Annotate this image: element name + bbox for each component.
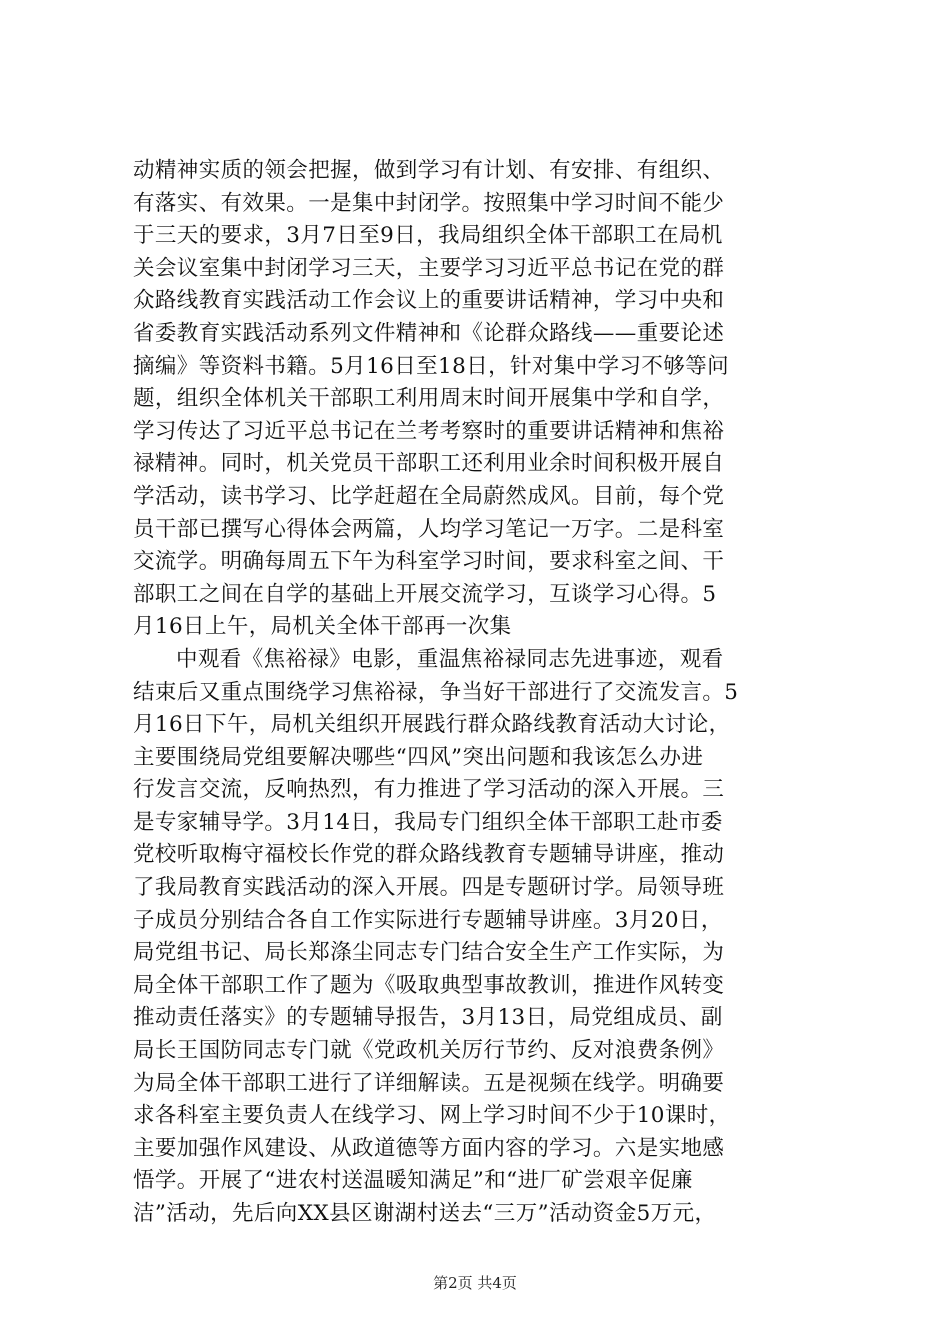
text-line: 结束后又重点围绕学习焦裕禄，争当好干部进行了交流发言。5 xyxy=(133,679,739,705)
text-line: 悟学。开展了“进农村送温暖知满足”和“进厂矿尝艰辛促廉 xyxy=(133,1168,693,1194)
text-line: 省委教育实践活动系列文件精神和《论群众路线——重要论述 xyxy=(133,320,725,346)
text-line: 题，组织全体机关干部职工利用周末时间开展集中学和自学， xyxy=(133,386,725,412)
text-line: 动精神实质的领会把握，做到学习有计划、有安排、有组织、 xyxy=(133,158,725,183)
text-line: 月16日上午，局机关全体干部再一次集 xyxy=(133,614,512,640)
text-line: 局长王国防同志专门就《党政机关厉行节约、反对浪费条例》 xyxy=(133,1038,725,1064)
text-line: 为局全体干部职工进行了详细解读。五是视频在线学。明确要 xyxy=(133,1070,725,1096)
text-line: 求各科室主要负责人在线学习、网上学习时间不少于10课时， xyxy=(133,1103,731,1129)
text-line: 党校听取梅守福校长作党的群众路线教育专题辅导讲座，推动 xyxy=(133,842,725,868)
text-line: 主要加强作风建设、从政道德等方面内容的学习。六是实地感 xyxy=(133,1135,725,1161)
text-line: 主要围绕局党组要解决哪些“四风”突出问题和我该怎么办进 xyxy=(133,744,704,770)
text-line: 于三天的要求，3月7日至9日，我局组织全体干部职工在局机 xyxy=(133,223,723,249)
text-line: 禄精神。同时，机关党员干部职工还利用业余时间积极开展自 xyxy=(133,451,725,477)
text-line: 有落实、有效果。一是集中封闭学。按照集中学习时间不能少 xyxy=(133,190,725,216)
text-line: 局全体干部职工作了题为《吸取典型事故教训，推进作风转变 xyxy=(133,972,725,998)
text-line: 摘编》等资料书籍。5月16日至18日，针对集中学习不够等问 xyxy=(133,353,729,379)
text-line: 部职工之间在自学的基础上开展交流学习，互谈学习心得。5 xyxy=(133,581,717,607)
text-line: 了我局教育实践活动的深入开展。四是专题研讨学。局领导班 xyxy=(133,875,725,901)
page-number-footer: 第2页 共4页 xyxy=(433,1274,517,1292)
text-line: 推动责任落实》的专题辅导报告，3月13日，局党组成员、副 xyxy=(133,1005,723,1031)
text-line: 学习传达了习近平总书记在兰考考察时的重要讲话精神和焦裕 xyxy=(133,418,725,444)
paragraph-first-line: 中观看《焦裕禄》电影，重温焦裕禄同志先进事迹，观看 xyxy=(176,646,724,672)
text-line: 月16日下午，局机关组织开展践行群众路线教育活动大讨论， xyxy=(133,712,731,738)
text-line: 局党组书记、局长郑涤尘同志专门结合安全生产工作实际，为 xyxy=(133,940,725,966)
body-text xyxy=(133,155,833,1231)
text-line: 关会议室集中封闭学习三天，主要学习习近平总书记在党的群 xyxy=(133,255,725,281)
text-line: 员干部已撰写心得体会两篇，人均学习笔记一万字。二是科室 xyxy=(133,516,725,542)
text-line: 是专家辅导学。3月14日，我局专门组织全体干部职工赴市委 xyxy=(133,809,723,835)
text-line: 行发言交流，反响热烈，有力推进了学习活动的深入开展。三 xyxy=(133,777,725,803)
text-line: 子成员分别结合各自工作实际进行专题辅导讲座。3月20日， xyxy=(133,907,723,933)
text-line: 学活动，读书学习、比学赶超在全局蔚然成风。目前，每个党 xyxy=(133,483,725,509)
text-line: 众路线教育实践活动工作会议上的重要讲话精神，学习中央和 xyxy=(133,288,725,314)
text-line: 交流学。明确每周五下午为科室学习时间，要求科室之间、干 xyxy=(133,549,725,575)
text-line: 洁”活动，先后向XX县区谢湖村送去“三万”活动资金5万元， xyxy=(133,1201,717,1226)
